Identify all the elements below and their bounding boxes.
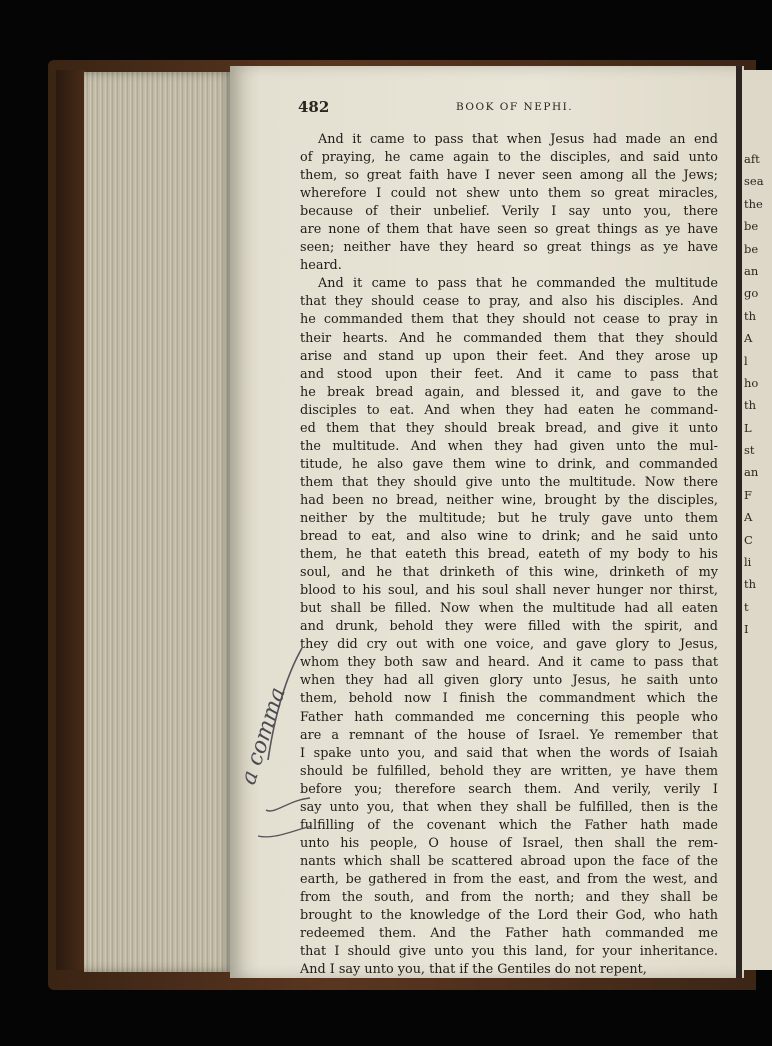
cover-edge <box>56 70 86 970</box>
facing-page-fragment: A <box>744 331 753 346</box>
text-line: redeemed them. And the Father hath commanded me <box>300 926 718 942</box>
text-line: whom they both saw and heard. And it came to pass that <box>300 655 718 671</box>
facing-page-fragment: sea <box>744 174 764 189</box>
page-edges <box>84 72 234 972</box>
facing-page-fragment: F <box>744 487 752 502</box>
text-line: that I should give unto you this land, for your inheritance. <box>300 944 718 960</box>
facing-page-text <box>744 148 764 641</box>
facing-page-fragment: t <box>744 599 749 614</box>
facing-page-fragment: L <box>744 420 752 435</box>
running-title: BOOK OF NEPHI. <box>456 101 574 113</box>
facing-page-fragment: be <box>744 219 759 234</box>
facing-page-fragment: th <box>744 577 757 592</box>
text-line: brought to the knowledge of the Lord their God, who hath <box>300 908 718 924</box>
text-line: seen; neither have they heard so great things as ye have <box>300 240 718 256</box>
text-line: and stood upon their feet. And it came to pass that <box>300 366 718 382</box>
facing-page-fragment: an <box>744 465 759 480</box>
text-line: are none of them that have seen so great things as ye have <box>300 222 718 238</box>
text-line: before you; therefore search them. And verily, verily I <box>300 781 718 797</box>
text-line: unto his people, O house of Israel, then shall the rem- <box>300 835 718 851</box>
text-line: had been no bread, neither wine, brought by the disciples, <box>300 492 718 508</box>
margin-annotation: a comma <box>236 684 291 788</box>
facing-page-fragment: th <box>744 308 757 323</box>
text-line: Father hath commanded me concerning this people who <box>300 709 718 725</box>
facing-page-fragment: go <box>744 286 759 301</box>
text-line: neither by the multitude; but he truly gave unto them <box>300 510 718 526</box>
text-line: ed them that they should break bread, and give it unto <box>300 420 718 436</box>
text-line: bread to eat, and also wine to drink; and he said unto <box>300 529 718 545</box>
text-line: that they should cease to pray, and also his disciples. And <box>300 294 718 310</box>
text-line: wherefore I could not shew unto them so great miracles, <box>300 186 718 202</box>
facing-page-fragment: A <box>744 510 753 525</box>
text-line: And it came to pass that he commanded the multitude <box>318 276 718 292</box>
text-line: And it came to pass that when Jesus had made an end <box>318 132 718 147</box>
text-line: And I say unto you, that if the Gentiles do not repent, <box>300 962 647 978</box>
text-line: say unto you, that when they shall be fulfilled, then is the <box>300 799 718 815</box>
text-line: he commanded them that they should not cease to pray in <box>300 312 718 328</box>
text-line: but shall be filled. Now when the multitude had all eaten <box>300 601 718 617</box>
text-line: titude, he also gave them wine to drink, and commanded <box>300 456 718 472</box>
text-line: their hearts. And he commanded them that they should <box>300 330 718 346</box>
text-line: and drunk, behold they were filled with the spirit, and <box>300 619 718 635</box>
page-header <box>298 98 718 118</box>
text-line: when they had all given glory unto Jesus, he saith unto <box>300 673 718 689</box>
facing-page-fragment: th <box>744 398 757 413</box>
facing-page-fragment: C <box>744 532 753 547</box>
text-line: are a remnant of the house of Israel. Ye remember that <box>300 727 718 743</box>
text-line: them, behold now I finish the commandment which the <box>300 691 718 707</box>
text-line: because of their unbelief. Verily I say unto you, there <box>300 204 718 220</box>
text-line: nants which shall be scattered abroad upon the face of the <box>300 853 718 869</box>
text-line: arise and stand up upon their feet. And they arose up <box>300 348 718 364</box>
facing-page-fragment: an <box>744 263 759 278</box>
facing-page-fragment: st <box>744 443 755 458</box>
text-line: them, so great faith have I never seen among all the Jews; <box>300 168 718 184</box>
text-line: soul, and he that drinketh of this wine, drinketh of my <box>300 565 718 581</box>
text-line: them that they should give unto the multitude. Now there <box>300 474 718 490</box>
text-line: the multitude. And when they had given unto the mul- <box>300 438 718 454</box>
facing-page-fragment: the <box>744 196 763 211</box>
text-line: them, he that eateth this bread, eateth of my body to his <box>300 547 718 563</box>
text-line: they did cry out with one voice, and gave glory to Jesus, <box>300 637 718 653</box>
page-number: 482 <box>298 98 330 116</box>
text-line: disciples to eat. And when they had eaten he command- <box>300 402 718 418</box>
text-line: blood to his soul, and his soul shall never hunger nor thirst, <box>300 583 718 599</box>
text-line: heard. <box>300 258 342 274</box>
text-line: fulfilling of the covenant which the Father hath made <box>300 817 718 833</box>
facing-page-fragment: li <box>744 555 752 570</box>
text-line: from the south, and from the north; and they shall be <box>300 889 718 905</box>
text-line: of praying, he came again to the disciples, and said unto <box>300 150 718 166</box>
facing-page-fragment: be <box>744 241 759 256</box>
text-line: he break bread again, and blessed it, and gave to the <box>300 384 718 400</box>
text-line: earth, be gathered in from the east, and from the west, and <box>300 871 718 887</box>
facing-page-fragment: I <box>744 622 749 637</box>
facing-page-fragment: l <box>744 353 748 368</box>
facing-page-fragment: ho <box>744 375 759 390</box>
text-line: should be fulfilled, behold they are written, ye have them <box>300 763 718 779</box>
facing-page-fragment: aft <box>744 152 760 166</box>
body-text <box>300 131 718 979</box>
text-line: I spake unto you, and said that when the words of Isaiah <box>300 745 718 761</box>
